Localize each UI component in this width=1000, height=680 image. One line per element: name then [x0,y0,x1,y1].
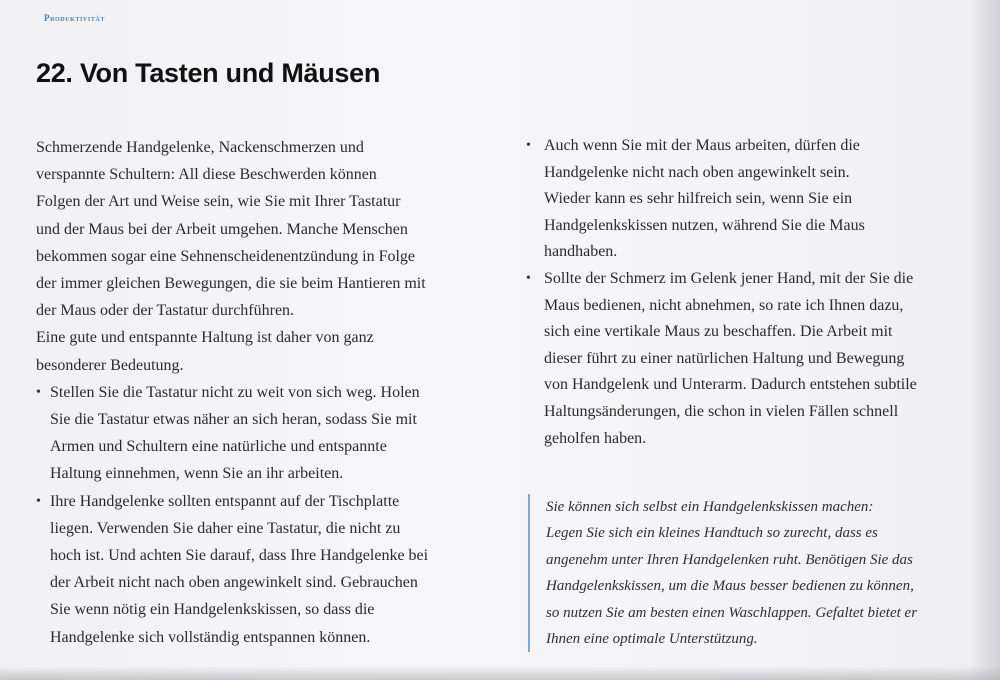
text-line: • Stellen Sie die Tastatur nicht zu weit von sich weg. Holen [50,383,420,401]
bullet-item-keyboard-distance [36,379,506,488]
section-label: Produktivität [44,13,105,23]
page-title: 22. Von Tasten und Mäusen [36,58,381,88]
text-line: Handgelenke sich vollständig entspannen können. [50,628,371,646]
text-line: der Maus oder der Tastatur durchführen. [36,302,295,320]
intro-paragraph [36,134,506,324]
left-column [36,134,506,651]
tip-line: Ihnen eine optimale Unterstützung. [546,631,758,648]
right-column [526,133,976,452]
tip-line: Handgelenkskissen, um die Maus besser bedienen zu können, [546,578,914,595]
text-line: dieser führt zu einer natürlichen Haltung und Bewegung [544,349,905,367]
text-line: sich eine vertikale Maus zu beschaffen. Die Arbeit mit [544,323,893,341]
tip-box [528,494,986,652]
text-line: Haltung einnehmen, wenn Sie an ihr arbeiten. [50,465,344,483]
text-line: Sie die Tastatur etwas näher an sich heran, sodass Sie mit [50,411,417,429]
bullet-item-vertical-mouse [526,266,976,452]
left-bullet-list [36,379,506,651]
text-line: der immer gleichen Bewegungen, die sie beim Hantieren mit [36,275,426,293]
text-line: Handgelenkskissen nutzen, während Sie die Maus [544,216,865,234]
text-line: • Ihre Handgelenke sollten entspannt auf der Tischplatte [50,492,400,510]
text-line: besonderer Bedeutung. [36,356,184,374]
text-line: geholfen haben. [544,429,647,447]
text-line: liegen. Verwenden Sie daher eine Tastatur, die nicht zu [50,519,401,537]
text-line: • Auch wenn Sie mit der Maus arbeiten, dürfen die [544,137,860,154]
text-line: verspannte Schultern: All diese Beschwerden können [36,166,377,184]
text-line: von Handgelenk und Unterarm. Dadurch entstehen subtile [544,376,917,394]
text-line: Maus bedienen, nicht abnehmen, so rate ich Ihnen dazu, [544,296,904,314]
tip-line: Sie können sich selbst ein Handgelenkskissen machen: [546,499,874,515]
text-line: Wieder kann es sehr hilfreich sein, wenn Sie ein [544,190,853,208]
text-line: Schmerzende Handgelenke, Nackenschmerzen und [36,139,364,156]
posture-paragraph [36,324,506,378]
tip-line: angenehm unter Ihren Handgelenken ruht. Benötigen Sie das [546,551,913,568]
text-line: Haltungsänderungen, die schon in vielen Fällen schnell [544,402,899,420]
text-line: handhaben. [544,243,618,261]
page-bottom-shadow [0,666,1000,680]
tip-line: Legen Sie sich ein kleines Handtuch so zurecht, dass es [546,525,878,542]
text-line: Sie wenn nötig ein Handgelenkskissen, so dass die [50,601,375,619]
text-line: Handgelenke nicht nach oben angewinkelt sein. [544,163,850,181]
text-line: • Sollte der Schmerz im Gelenk jener Hand, mit der Sie die [544,269,914,287]
text-line: und der Maus bei der Arbeit umgehen. Manche Menschen [36,220,408,238]
tip-line: so nutzen Sie am besten einen Waschlappen. Gefaltet bietet er [546,604,918,621]
text-line: Folgen der Art und Weise sein, wie Sie mit Ihrer Tastatur [36,193,401,211]
text-line: Armen und Schultern eine natürliche und entspannte [50,438,387,456]
text-line: bekommen sogar eine Sehnenscheidenentzündung in Folge [36,247,416,265]
text-line: Eine gute und entspannte Haltung ist daher von ganz [36,329,374,347]
text-line: der Arbeit nicht nach oben angewinkelt sind. Gebrauchen [50,574,418,592]
right-bullet-list [526,133,976,452]
bullet-item-wrist-position [36,488,506,651]
bullet-item-mouse-wrists [526,133,976,266]
text-line: hoch ist. Und achten Sie darauf, dass Ihre Handgelenke bei [50,547,429,565]
page-edge-shadow [970,0,1000,680]
